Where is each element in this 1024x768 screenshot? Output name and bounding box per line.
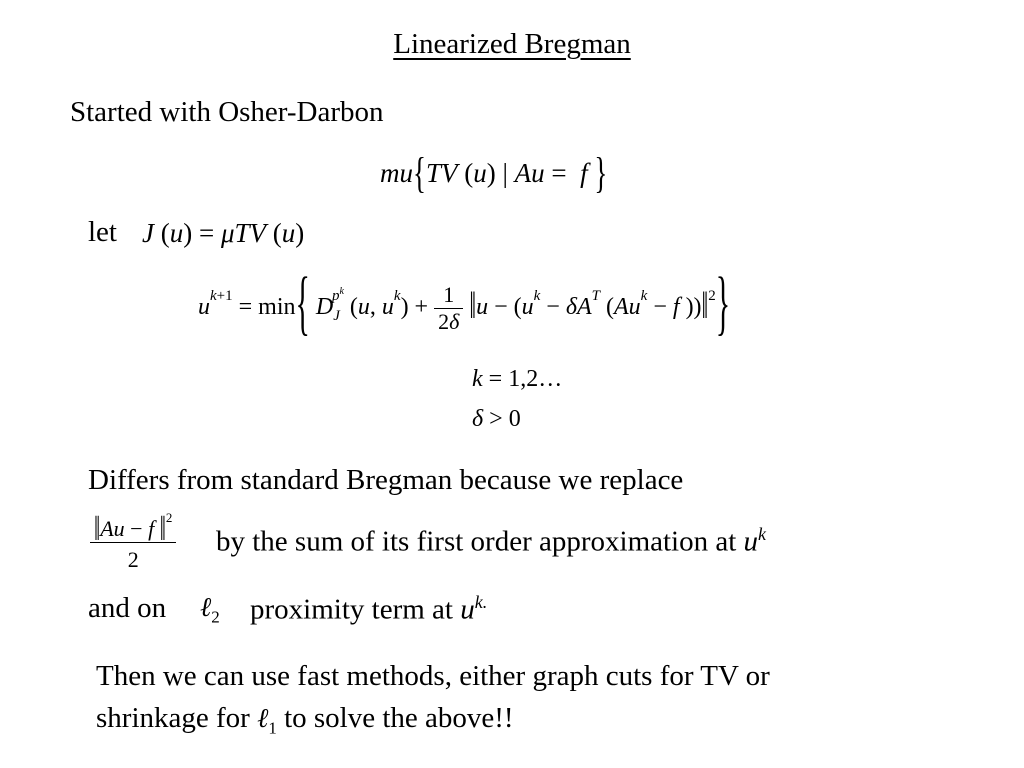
equation-k-range: k = 1,2… [472, 366, 563, 392]
equation-j-definition: J (u) = μTV (u) [142, 218, 305, 248]
and-on-text: and on [88, 592, 167, 624]
slide-title: Linearized Bregman [393, 28, 631, 60]
then-line-1: Then we can use fast methods, either graph cuts for TV or [96, 660, 770, 692]
intro-text: Started with Osher-Darbon [70, 96, 384, 128]
equation-iteration: $u^{k+1} = \min${ $D_J^{p^k}$ (u, $u^k$) + $\frac{1}{2\delta}$ ‖u − ($u^k - \delta A^T$ ($Au^k - f$ ))‖$^2$} [198, 264, 731, 344]
let-label: let [88, 216, 117, 248]
proximity-text: proximity term at $u^{k.}$ [250, 592, 488, 626]
equation-residual-fraction: $\frac{‖Au - f ‖^2}{2}$ [90, 510, 176, 573]
by-sum-text: by the sum of its first order approximation at $u^k$ [216, 524, 767, 558]
then-line-2: shrinkage for ℓ$_1$ to solve the above!! [96, 702, 514, 738]
differs-text: Differs from standard Bregman because we replace [88, 464, 684, 496]
equation-osher-darbon: mu{TV (u) | Au = f } [380, 148, 608, 197]
equation-delta-positive: δ > 0 [472, 406, 521, 432]
ell2-symbol: ℓ$_2$ [200, 592, 220, 627]
ell1-symbol: ℓ$_1$ [257, 703, 277, 738]
